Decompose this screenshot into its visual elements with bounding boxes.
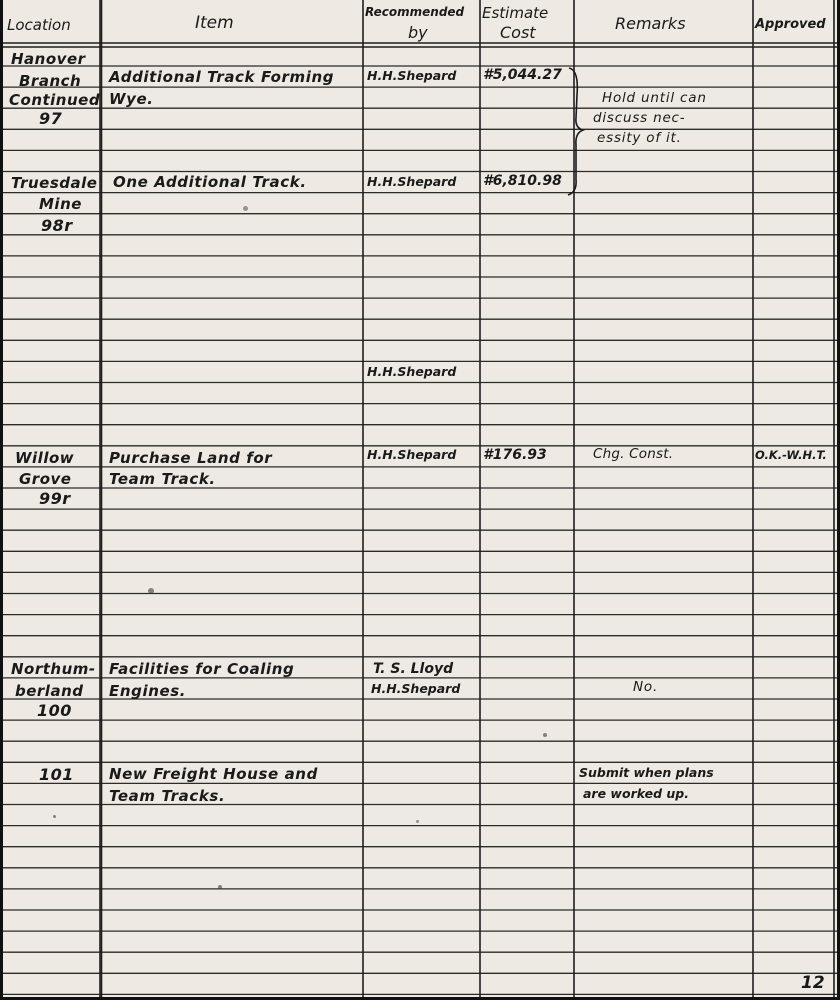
entry-99-cost: #176.93	[483, 447, 547, 463]
header-recommended: Recommended	[365, 5, 465, 19]
paper-speck	[218, 885, 222, 889]
entry-98-cost: #6,810.98	[483, 173, 562, 189]
entry-97-number: 97	[39, 109, 63, 128]
entry-98-number: 98r	[41, 216, 73, 235]
entry-100-location-line-1: Northum-	[11, 660, 96, 678]
entry-100-item-line-1: Facilities for Coaling	[109, 660, 295, 678]
entry-97-location-line-3: Continued	[9, 91, 101, 109]
entry-100-recommended-1: T. S. Lloyd	[373, 661, 454, 677]
page-number: 12	[801, 973, 825, 993]
entry-98-location-line-1: Truesdale	[11, 174, 98, 192]
entry-97-location-line-2: Branch	[19, 72, 82, 90]
paper-speck	[243, 206, 248, 211]
entry-101-remark-line-1: Submit when plans	[579, 765, 714, 780]
header-estimate: Estimate	[482, 4, 549, 22]
entry-101-remark-line-2: are worked up.	[583, 786, 689, 801]
entry-99-approved: O.K.-W.H.T.	[755, 448, 827, 462]
entry-97-recommended: H.H.Shepard	[367, 68, 457, 83]
header-location: Location	[7, 16, 71, 34]
paper-speck	[416, 820, 419, 823]
entry-97-item-line-2: Wye.	[109, 90, 154, 108]
entry-100-item-line-2: Engines.	[109, 682, 187, 700]
header-remarks: Remarks	[615, 14, 686, 33]
paper-speck	[53, 815, 56, 818]
entry-101-number: 101	[39, 765, 74, 784]
entry-99-remark: Chg. Const.	[593, 446, 674, 462]
entry-99-location-line-2: Grove	[19, 470, 72, 488]
entry-100-remark: No.	[633, 679, 659, 695]
entry-99-number: 99r	[39, 489, 71, 508]
entry-98-item: One Additional Track.	[113, 173, 307, 191]
entry-97-location-line-1: Hanover	[11, 50, 86, 68]
bracket-remark-line-2: discuss nec-	[593, 110, 686, 126]
paper-speck	[543, 733, 547, 737]
bracket-remark-line-3: essity of it.	[597, 130, 682, 146]
entry-99-item-line-2: Team Track.	[109, 470, 216, 488]
entry-99-location-line-1: Willow	[15, 449, 75, 467]
entry-99-item-line-1: Purchase Land for	[109, 449, 273, 467]
ledger-ruling	[3, 0, 837, 997]
entry-101-item-line-2: Team Tracks.	[109, 787, 226, 805]
entry-97-cost: #5,044.27	[483, 67, 562, 83]
header-recommended-by: by	[408, 23, 428, 42]
entry-98-location-line-2: Mine	[39, 195, 82, 213]
entry-99-recommended: H.H.Shepard	[367, 447, 457, 462]
entry-98-recommended-1: H.H.Shepard	[367, 174, 457, 189]
entry-97-item-line-1: Additional Track Forming	[109, 68, 335, 86]
bracket-remark-line-1: Hold until can	[602, 90, 707, 106]
entry-100-number: 100	[37, 701, 72, 720]
header-cost: Cost	[500, 23, 536, 42]
header-item: Item	[195, 13, 234, 33]
entry-101-item-line-1: New Freight House and	[109, 765, 318, 783]
paper-speck	[148, 588, 154, 594]
entry-98-recommended-2: H.H.Shepard	[367, 364, 457, 379]
entry-100-recommended-2: H.H.Shepard	[371, 681, 461, 696]
header-approved: Approved	[755, 17, 826, 32]
entry-100-location-line-2: berland	[15, 682, 84, 700]
ledger-page	[3, 0, 837, 997]
